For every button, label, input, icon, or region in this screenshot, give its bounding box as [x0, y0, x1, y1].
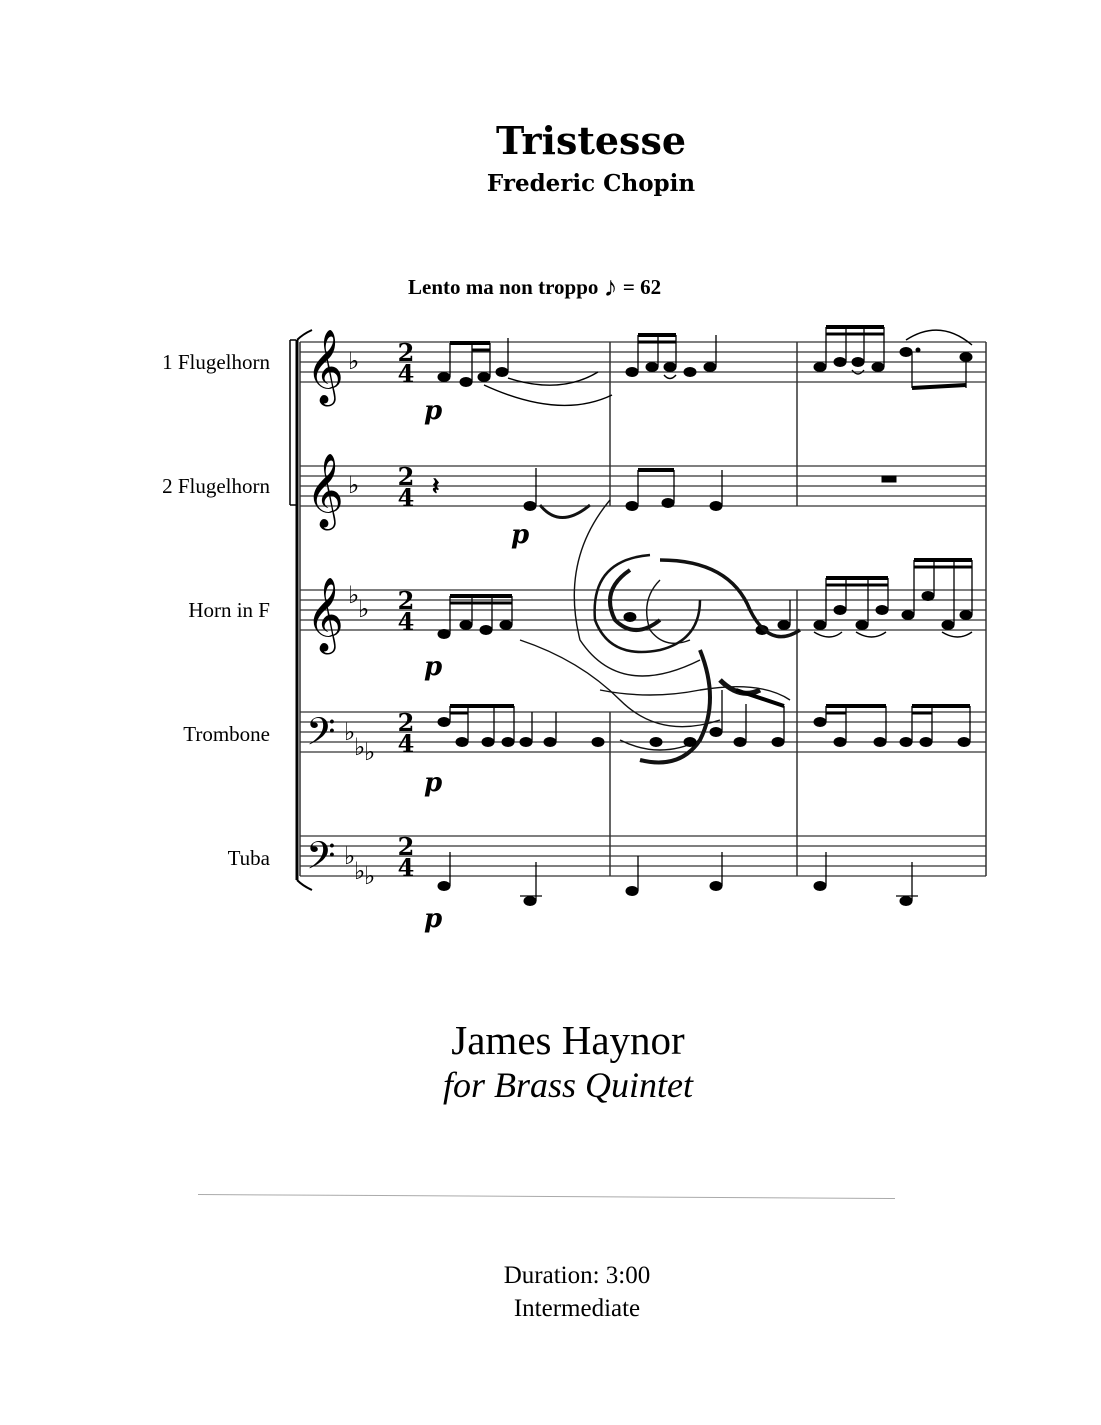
- time-signature-bottom: 4: [397, 359, 415, 388]
- composer-name: Frederic Chopin: [486, 170, 696, 197]
- whole-rest-icon: [882, 476, 896, 482]
- flat-icon: ♭: [358, 595, 370, 623]
- treble-clef-icon: 𝄞: [306, 454, 344, 528]
- bass-clef-icon: 𝄢: [306, 833, 336, 887]
- slur: [942, 632, 972, 637]
- slur: [484, 385, 612, 405]
- quarter-rest-icon: 𝄽: [432, 472, 440, 500]
- tempo-value: = 62: [622, 275, 662, 299]
- dynamic-marking: p: [424, 904, 443, 934]
- dynamic-marking: p: [424, 396, 443, 426]
- flat-icon: ♭: [348, 581, 360, 609]
- notes-horn: [438, 560, 972, 639]
- time-signature-top: 2: [397, 586, 415, 615]
- instrument-label-tuba: Tuba: [227, 846, 270, 870]
- bass-clef-icon: 𝄢: [306, 709, 336, 763]
- treble-clef-icon: 𝄞: [306, 578, 344, 652]
- slur: [856, 632, 886, 637]
- arranger-name: James Haynor: [451, 1017, 685, 1063]
- instrument-label-flugelhorn-2: 2 Flugelhorn: [162, 474, 270, 498]
- flat-icon: ♭: [344, 842, 356, 870]
- time-signature-bottom: 4: [397, 729, 415, 758]
- instrument-label-trombone: Trombone: [183, 722, 270, 746]
- flat-icon: ♭: [348, 347, 360, 375]
- flat-icon: ♭: [344, 718, 356, 746]
- slur: [906, 330, 972, 345]
- difficulty-level: Intermediate: [513, 1295, 641, 1322]
- duration-text: Duration: 3:00: [503, 1262, 651, 1289]
- notes-trombone: [438, 690, 970, 747]
- slur: [664, 375, 676, 379]
- time-signature-top: 2: [397, 338, 415, 367]
- time-signature-bottom: 4: [397, 853, 415, 882]
- dynamic-marking: p: [511, 520, 530, 550]
- time-signature-bottom: 4: [397, 607, 415, 636]
- notes-tuba: [438, 852, 918, 906]
- flat-icon: ♭: [348, 471, 360, 499]
- slur: [814, 632, 842, 637]
- dynamic-marking: p: [424, 768, 443, 798]
- slur: [508, 372, 598, 385]
- score-title: Tristesse: [495, 118, 687, 163]
- time-signature-top: 2: [397, 462, 415, 491]
- notes-flugelhorn-2: [432, 468, 896, 511]
- dynamic-marking: p: [424, 652, 443, 682]
- notes-flugelhorn-1: [438, 327, 972, 388]
- tempo-text: Lento ma non troppo: [408, 275, 599, 299]
- treble-clef-icon: 𝄞: [306, 330, 344, 404]
- time-signature-top: 2: [397, 832, 415, 861]
- instrument-label-flugelhorn-1: 1 Flugelhorn: [162, 350, 270, 374]
- time-signature-top: 2: [397, 708, 415, 737]
- flat-icon: ♭: [354, 857, 366, 885]
- ensemble-subtitle: for Brass Quintet: [442, 1065, 693, 1105]
- flat-icon: ♭: [364, 862, 376, 890]
- instrument-label-horn: Horn in F: [188, 598, 270, 622]
- eighth-note-icon: ♪: [603, 272, 618, 303]
- time-signature-bottom: 4: [397, 483, 415, 512]
- flat-icon: ♭: [354, 733, 366, 761]
- flat-icon: ♭: [364, 738, 376, 766]
